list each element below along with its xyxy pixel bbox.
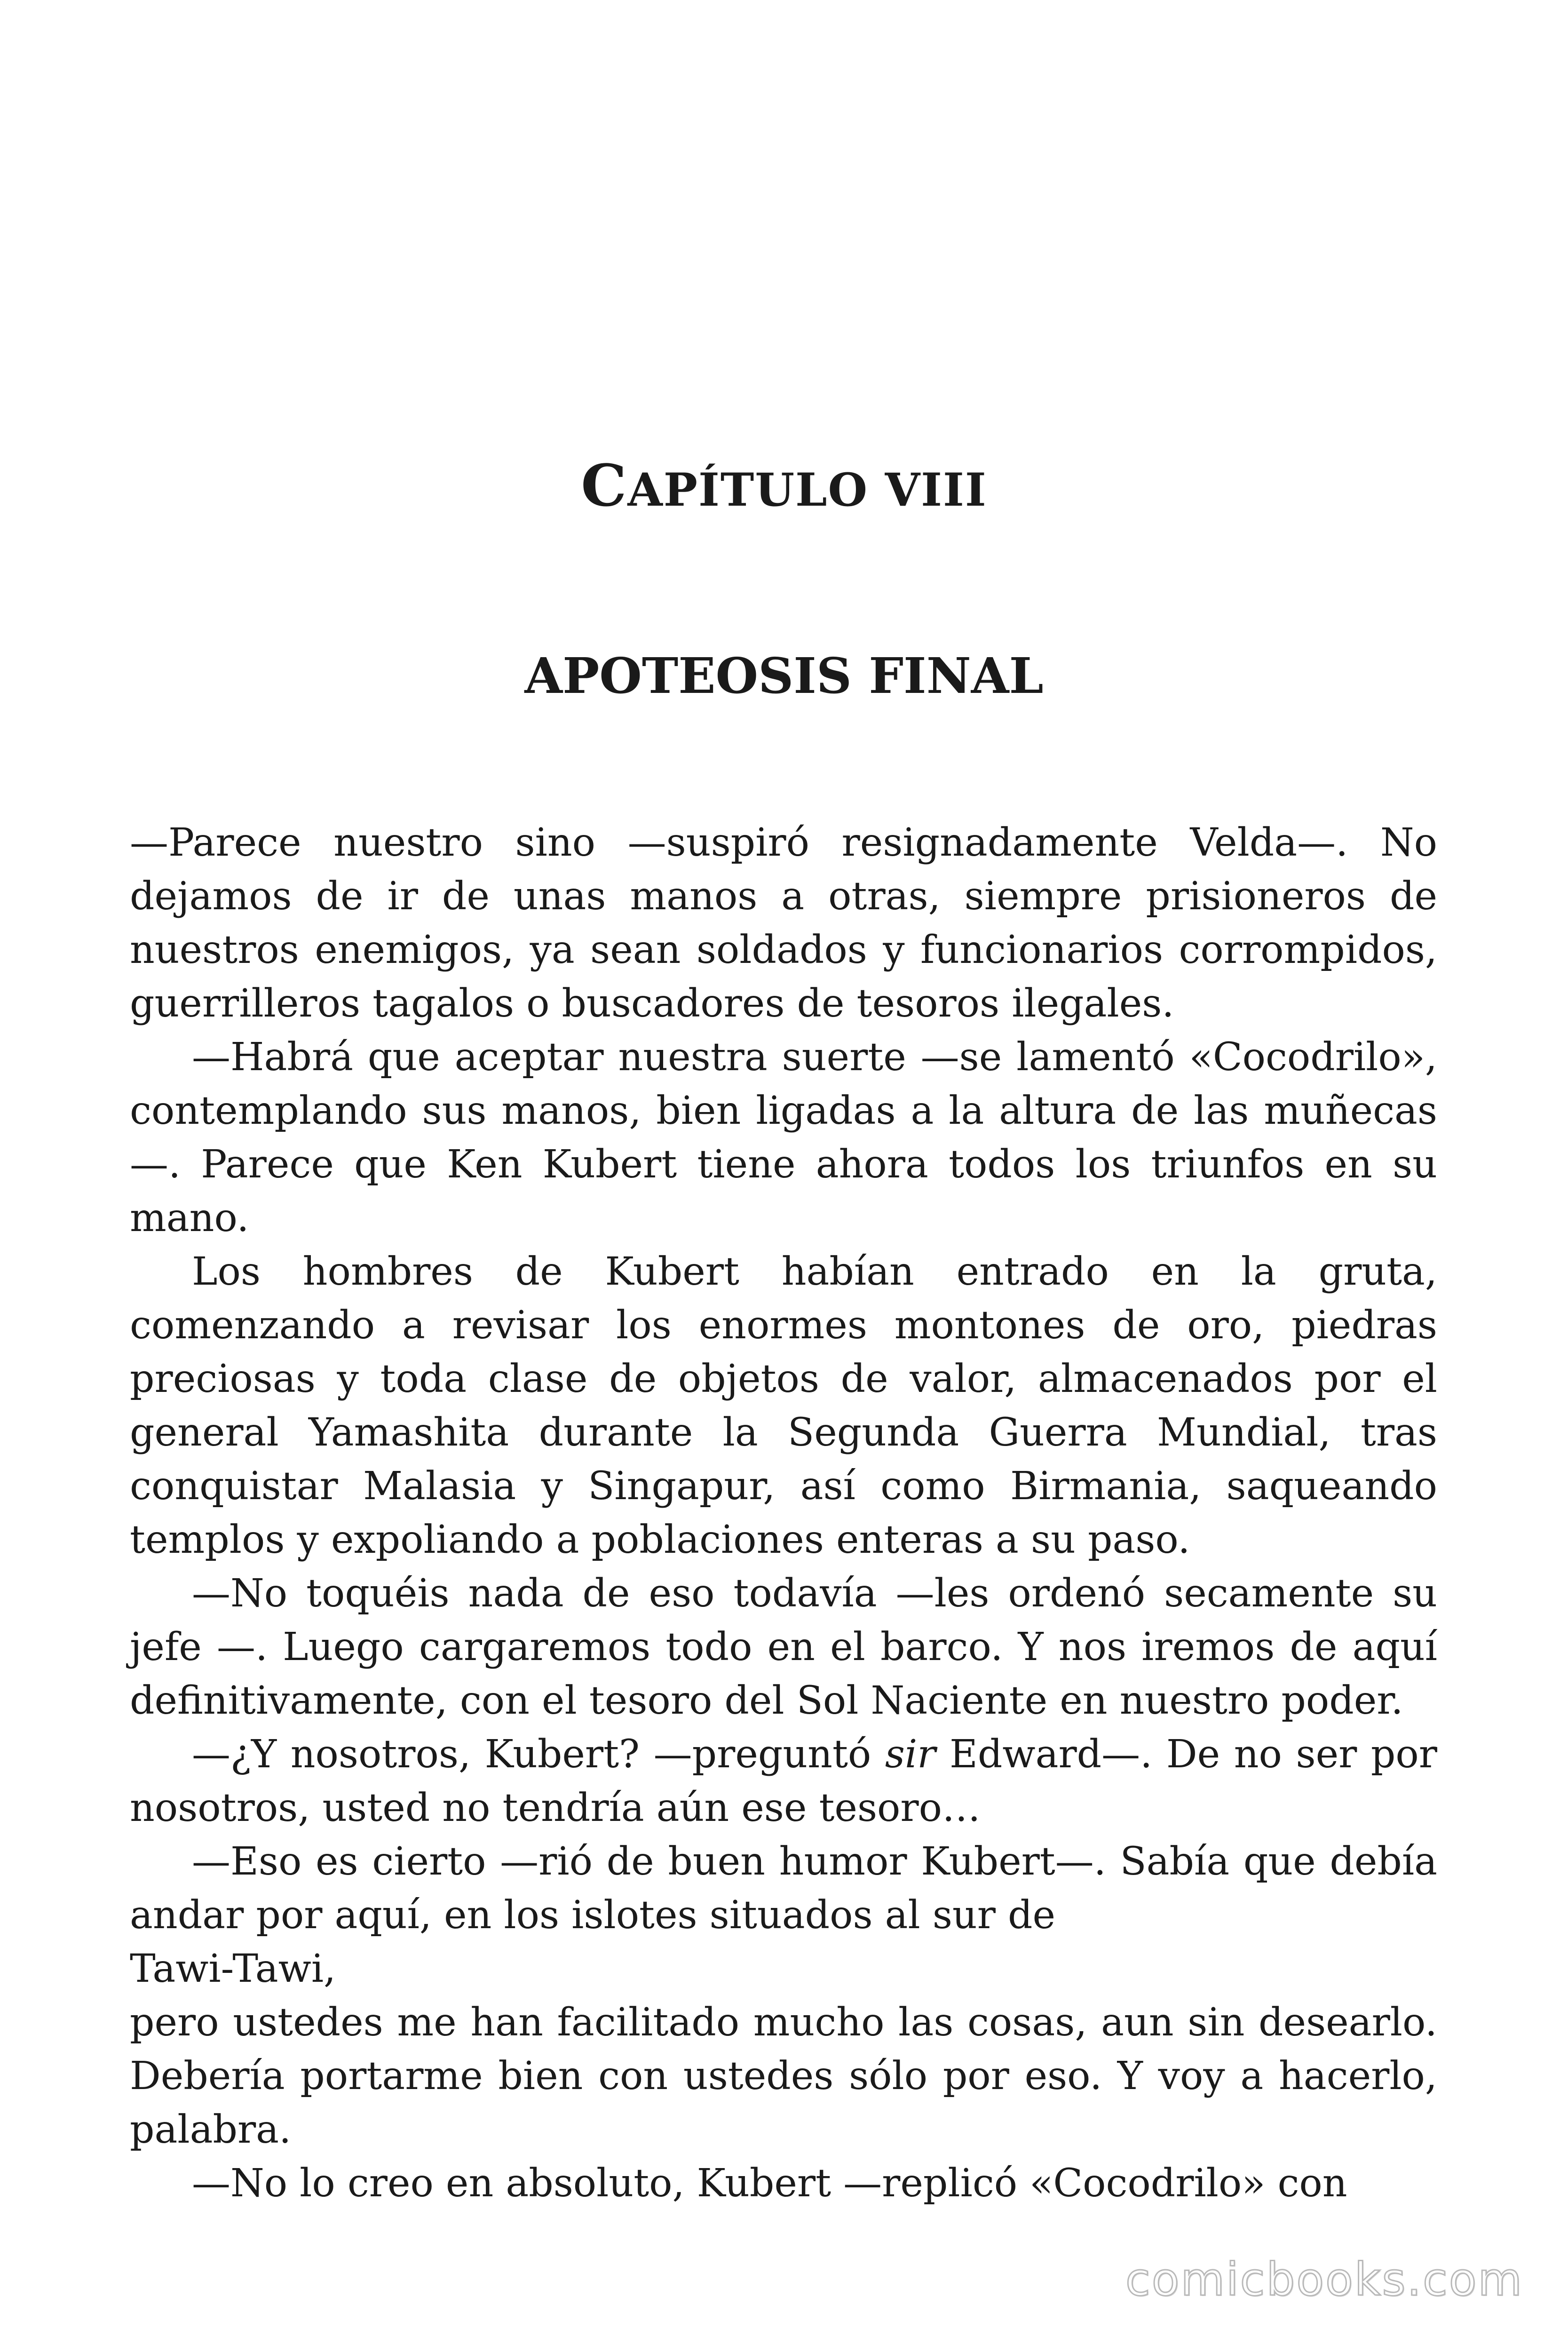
paragraph-3: Los hombres de Kubert habían entrado en la gruta, comenzando a revisar los enormes montones de oro, piedras preciosas y toda clase de objetos de valor, almacenados por el general Yamashita durante la Segunda Guerra Mundial, tras conquistar Malasia y Singapur, así como Birmania, saqueando templos y expoliando a poblaciones enteras a su paso. xyxy=(130,1249,1437,1562)
watermark: comicbooks.com xyxy=(1125,2253,1523,2306)
paragraph-5-part-2: Edward—. De no ser por nosotros, usted no tendría aún ese tesoro… xyxy=(130,1732,1437,1830)
body-text xyxy=(130,816,1437,2210)
chapter-title xyxy=(0,452,1568,519)
chapter-title-rest: APÍTULO VIII xyxy=(627,463,987,516)
paragraph-4: —No toquéis nada de eso todavía —les ordenó secamente su jefe —. Luego cargaremos todo en el barco. Y nos iremos de aquí definitivamente, con el tesoro del Sol Naciente en nuestro poder. xyxy=(130,1571,1437,1723)
paragraph-7: Tawi-Tawi, xyxy=(130,1947,336,1991)
paragraph-8: pero ustedes me han facilitado mucho las cosas, aun sin desearlo. Debería portarme bien con ustedes sólo por eso. Y voy a hacerlo, palabra. xyxy=(130,2000,1437,2152)
paragraph-5-part-1: —¿Y nosotros, Kubert? —preguntó xyxy=(192,1732,885,1777)
paragraph-6: —Eso es cierto —rió de buen humor Kubert—. Sabía que debía andar por aquí, en los islotes situados al sur de xyxy=(130,1839,1437,1938)
section-title: APOTEOSIS FINAL xyxy=(524,647,1044,705)
chapter-title-initial: C xyxy=(581,452,628,519)
paragraph-5 xyxy=(130,1728,1437,1835)
paragraph-2: —Habrá que aceptar nuestra suerte —se lamentó «Cocodrilo», contemplando sus manos, bien ligadas a la altura de las muñecas—. Parece que Ken Kubert tiene ahora todos los triunfos en su mano. xyxy=(130,1035,1437,1240)
paragraph-5-italic: sir xyxy=(885,1732,936,1777)
paragraph-1: —Parece nuestro sino —suspiró resignadamente Velda—. No dejamos de ir de unas manos a otras, siempre prisioneros de nuestros enemigos, ya sean soldados y funcionarios corrompidos, guerrilleros tagalos o buscadores de tesoros ilegales. xyxy=(130,820,1437,1026)
paragraph-9: —No lo creo en absoluto, Kubert —replicó «Cocodrilo» con xyxy=(192,2161,1347,2206)
